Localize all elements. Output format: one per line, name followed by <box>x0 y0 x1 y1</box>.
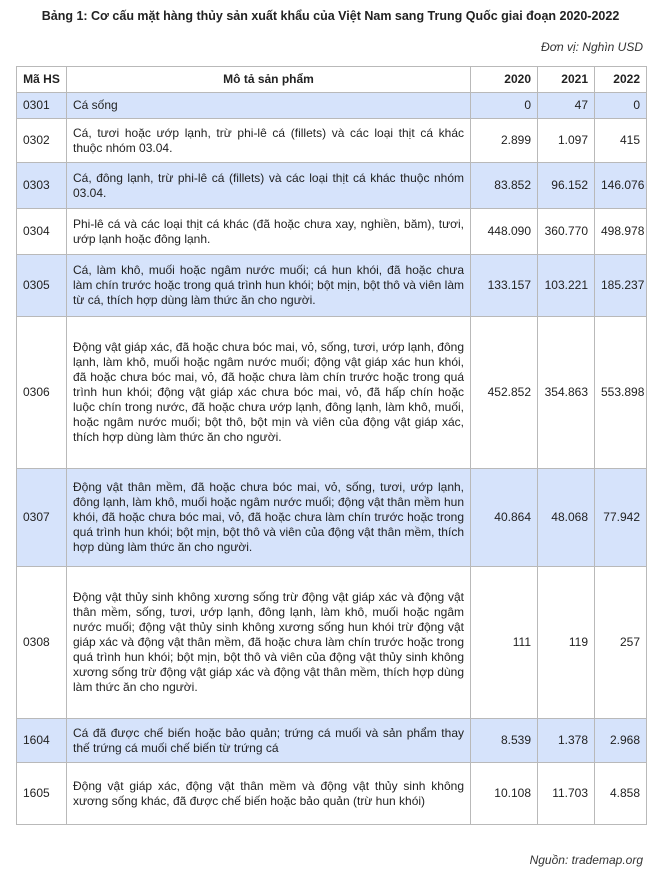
value-2021-cell: 48.068 <box>538 469 595 567</box>
value-2022-cell: 415 <box>595 119 647 163</box>
value-2021-cell: 103.221 <box>538 255 595 317</box>
table-row <box>17 163 647 209</box>
value-2022-cell: 4.858 <box>595 763 647 825</box>
description-cell: Động vật thủy sinh không xương sống trừ động vật giáp xác và động vật thân mềm, sống, tươi, ướp lạnh, đông lạnh, làm khô, muối hoặc ngâm nước muối; động vật thủy sinh không xương sống hun khói trừ động vật giáp xác và động vật thân mềm, đã hoặc chưa làm chín trước hoặc trong quá trình hun khói; bột mịn, bột thô và viên của động vật thủy sinh không xương sống trừ động vật giáp xác và động vật thân mềm, thích hợp dùng làm thức ăn cho người. <box>67 567 471 719</box>
value-2020-cell: 10.108 <box>471 763 538 825</box>
value-2022-cell: 185.237 <box>595 255 647 317</box>
value-2022-cell: 2.968 <box>595 719 647 763</box>
hs-code-cell: 0304 <box>17 209 67 255</box>
value-2021-cell: 11.703 <box>538 763 595 825</box>
description-cell: Động vật thân mềm, đã hoặc chưa bóc mai, vỏ, sống, tươi, ướp lạnh, đông lạnh, làm khô, muối hoặc ngâm nước muối; động vật thân mềm hun khói, đã hoặc chưa bóc mai, vỏ, đã hoặc chưa làm chín trước hoặc trong quá trình hun khói; bột mịn, bột thô và viên của động vật thân mềm, thích hợp dùng làm thức ăn cho người. <box>67 469 471 567</box>
export-structure-table <box>16 66 647 825</box>
value-2021-cell: 96.152 <box>538 163 595 209</box>
value-2020-cell: 0 <box>471 93 538 119</box>
value-2021-cell: 360.770 <box>538 209 595 255</box>
header-2020: 2020 <box>471 67 538 93</box>
value-2022-cell: 257 <box>595 567 647 719</box>
hs-code-cell: 0303 <box>17 163 67 209</box>
value-2022-cell: 553.898 <box>595 317 647 469</box>
table-row <box>17 567 647 719</box>
description-cell: Động vật giáp xác, đã hoặc chưa bóc mai, vỏ, sống, tươi, ướp lạnh, đông lạnh, làm khô, muối hoặc ngâm nước muối; động vật giáp xác hun khói, đã hoặc chưa bóc mai, vỏ, đã hoặc chưa làm chín trước hoặc trong quá trình hun khói; động vật giáp xác chưa bóc mai, vỏ, đã hấp chín hoặc luộc chín trong nước, đã hoặc chưa ướp lạnh, đông lạnh, làm khô, muối, hoặc ngâm nước muối; bột thô, bột mịn và viên của động vật giáp xác, thích hợp dùng làm thức ăn cho người. <box>67 317 471 469</box>
value-2020-cell: 452.852 <box>471 317 538 469</box>
header-2021: 2021 <box>538 67 595 93</box>
value-2021-cell: 354.863 <box>538 317 595 469</box>
table-row <box>17 469 647 567</box>
table-row <box>17 93 647 119</box>
value-2021-cell: 119 <box>538 567 595 719</box>
value-2020-cell: 133.157 <box>471 255 538 317</box>
value-2021-cell: 1.378 <box>538 719 595 763</box>
value-2020-cell: 8.539 <box>471 719 538 763</box>
hs-code-cell: 0306 <box>17 317 67 469</box>
value-2022-cell: 0 <box>595 93 647 119</box>
description-cell: Cá, tươi hoặc ướp lạnh, trừ phi-lê cá (fillets) và các loại thịt cá khác thuộc nhóm 03.04. <box>67 119 471 163</box>
description-cell: Cá, đông lạnh, trừ phi-lê cá (fillets) và các loại thịt cá khác thuộc nhóm 03.04. <box>67 163 471 209</box>
value-2020-cell: 83.852 <box>471 163 538 209</box>
unit-note: Đơn vị: Nghìn USD <box>541 40 643 54</box>
description-cell: Động vật giáp xác, động vật thân mềm và động vật thủy sinh không xương sống khác, đã được chế biến hoặc bảo quản (trừ hun khói) <box>67 763 471 825</box>
hs-code-cell: 1604 <box>17 719 67 763</box>
hs-code-cell: 0302 <box>17 119 67 163</box>
value-2020-cell: 111 <box>471 567 538 719</box>
header-hs-code: Mã HS <box>17 67 67 93</box>
value-2022-cell: 146.076 <box>595 163 647 209</box>
hs-code-cell: 0305 <box>17 255 67 317</box>
table-row <box>17 719 647 763</box>
table-row <box>17 209 647 255</box>
table-row <box>17 763 647 825</box>
value-2020-cell: 40.864 <box>471 469 538 567</box>
source-note: Nguồn: trademap.org <box>529 853 643 867</box>
table-row <box>17 317 647 469</box>
header-description: Mô tả sản phẩm <box>67 67 471 93</box>
value-2022-cell: 77.942 <box>595 469 647 567</box>
table-title: Bảng 1: Cơ cấu mặt hàng thủy sản xuất khẩu của Việt Nam sang Trung Quốc giai đoạn 2020-2022 <box>41 9 620 23</box>
hs-code-cell: 1605 <box>17 763 67 825</box>
value-2022-cell: 498.978 <box>595 209 647 255</box>
hs-code-cell: 0301 <box>17 93 67 119</box>
table-row <box>17 255 647 317</box>
header-2022: 2022 <box>595 67 647 93</box>
header-row <box>17 67 647 93</box>
value-2020-cell: 2.899 <box>471 119 538 163</box>
hs-code-cell: 0307 <box>17 469 67 567</box>
hs-code-cell: 0308 <box>17 567 67 719</box>
description-cell: Cá sống <box>67 93 471 119</box>
description-cell: Cá đã được chế biến hoặc bảo quản; trứng cá muối và sản phẩm thay thế trứng cá muối chế biến từ trứng cá <box>67 719 471 763</box>
value-2021-cell: 1.097 <box>538 119 595 163</box>
table-row <box>17 119 647 163</box>
value-2021-cell: 47 <box>538 93 595 119</box>
value-2020-cell: 448.090 <box>471 209 538 255</box>
description-cell: Cá, làm khô, muối hoặc ngâm nước muối; cá hun khói, đã hoặc chưa làm chín trước hoặc trong quá trình hun khói; bột mịn, bột thô và viên làm từ cá, thích hợp dùng làm thức ăn cho người. <box>67 255 471 317</box>
description-cell: Phi-lê cá và các loại thịt cá khác (đã hoặc chưa xay, nghiền, băm), tươi, ướp lạnh hoặc đông lạnh. <box>67 209 471 255</box>
